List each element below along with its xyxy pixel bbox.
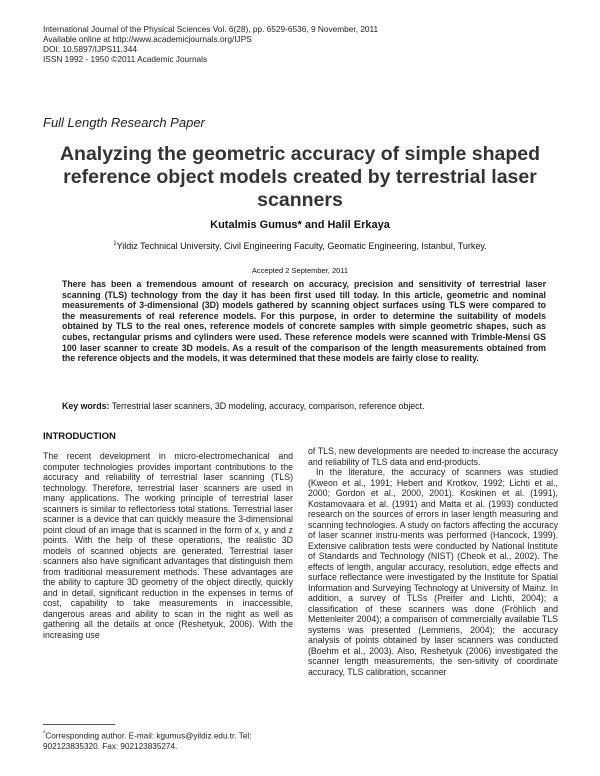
paper-title: Analyzing the geometric accuracy of simple shaped reference object models created by terrestrial laser scanners: [59, 143, 541, 211]
journal-citation: International Journal of the Physical Sciences Vol. 6(28), pp. 6529-6536, 9 November, 2011: [43, 24, 379, 34]
footnote-marker: *: [43, 731, 46, 737]
accepted-date: Accepted 2 September, 2011: [251, 266, 349, 275]
body-column-right: [308, 446, 558, 677]
keywords: [62, 401, 546, 411]
paragraph: of TLS, new developments are needed to increase the accuracy and reliability of TLS data and end-products.: [308, 446, 558, 467]
affiliation-marker: 1: [113, 241, 117, 247]
authors: Kutalmis Gumus* and Halil Erkaya: [210, 219, 390, 231]
paragraph: The recent development in micro-electromechanical and computer technologies provides important contributions to the accuracy and reliability of terrestrial laser scanning (TLS) technology. Therefore, terrestrial laser scanners are used in many applications. The working principle of terrestrial laser scanners is similar to reflectorless total stations. Terrestrial laser scanner is a device that can quickly measure the 3-dimensional point cloud of an image that is scanned in the form of x, y and z points. With the help of these operations, the realistic 3D models of scanned objects are generated. Terrestrial laser scanners also have significant advantages that distinguish them from traditional measurement methods. These advantages are the ability to capture 3D geometry of the object directly, quickly and in detail, significant reduction in the expenses in terms of cost, capability to take measurements in inaccessible, dangerous areas and ability to scan in the night as well as gathering all the details at once (Reshetyuk, 2006). With the increasing use: [43, 451, 293, 640]
footnote: [43, 729, 293, 752]
affiliation-text: Yildiz Technical University, Civil Engineering Faculty, Geomatic Engineering, Istanbul, Turkey.: [116, 241, 487, 251]
journal-doi: DOI: 10.5897/IJPS11.344: [43, 44, 137, 54]
section-heading-introduction: INTRODUCTION: [43, 431, 116, 442]
journal-header: [43, 24, 378, 64]
journal-issn: ISSN 1992 - 1950 ©2011 Academic Journals: [43, 54, 208, 64]
paper-type: Full Length Research Paper: [43, 115, 205, 130]
footnote-text: Corresponding author. E-mail: kgumus@yildiz.edu.tr. Tel: 902123835320. Fax: 902123835274.: [43, 731, 252, 751]
keywords-label: Key words:: [62, 401, 110, 411]
keywords-text: Terrestrial laser scanners, 3D modeling, accuracy, comparison, reference object.: [111, 401, 425, 411]
body-column-left: [43, 451, 293, 640]
paragraph: In the literature, the accuracy of scanners was studied (Kweon et al., 1991; Hebert and Krotkov, 1992; Lichti et al., 2000; Gordon et al., 2000, 2001). Koskinen et al. (1991), Kostamovaara et al. (1991) and Matta et al. (1993) conducted research on the sources of errors in laser length measuring and scanning technologies. A study on factors affecting the accuracy of laser scanner instru-ments was performed (Hancock, 1999). Extensive calibration tests were conducted by National Institute of Standards and Technology (NIST) (Cheok et al., 2002). The effects of length, angular accuracy, resolution, edge effects and surface reflectance were investigated by the Institute for Spatial Information and Surveying Technology at University of Mainz. In addition, a survey of TLSs (Preifer and Lichti, 2004); a classification of these scanners was done (Fröhlich and Mettenleiter 2004); a comparison of commercially available TLS systems was presented (Lemmens, 2004); the accuracy analysis of points obtained by laser scanners was conducted (Boehm et al., 2003). Also, Reshetyuk (2006) investigated the scanner length measurements, the sen-sitivity of coordinate accuracy, TLS calibration, sccanner: [308, 467, 558, 677]
footnote-divider: [43, 724, 115, 725]
journal-url: Available online at http://www.academicjournals.org/IJPS: [43, 34, 252, 44]
affiliation: [0, 241, 600, 251]
abstract: There has been a tremendous amount of research on accuracy, precision and sensitivity of terrestrial laser scanning (TLS) technology from the day it has been first used till today. In this article, geometric and nominal measurements of 3-dimensional (3D) models gathered by scanning object surfaces using TLS were compared to the measurements of real reference models. For this purpose, in order to determine the suitability of models obtained by TLS to the real ones, reference models of concrete samples with simple geometric shapes, such as cubes, rectangular prisms and cylinders were used. These reference models were scanned with Trimble-Mensi GS 100 laser scanner to create 3D models. As a result of the comparison of the length measurements obtained from the reference objects and the models, it was determined that these models are fairly close to reality.: [62, 279, 546, 364]
